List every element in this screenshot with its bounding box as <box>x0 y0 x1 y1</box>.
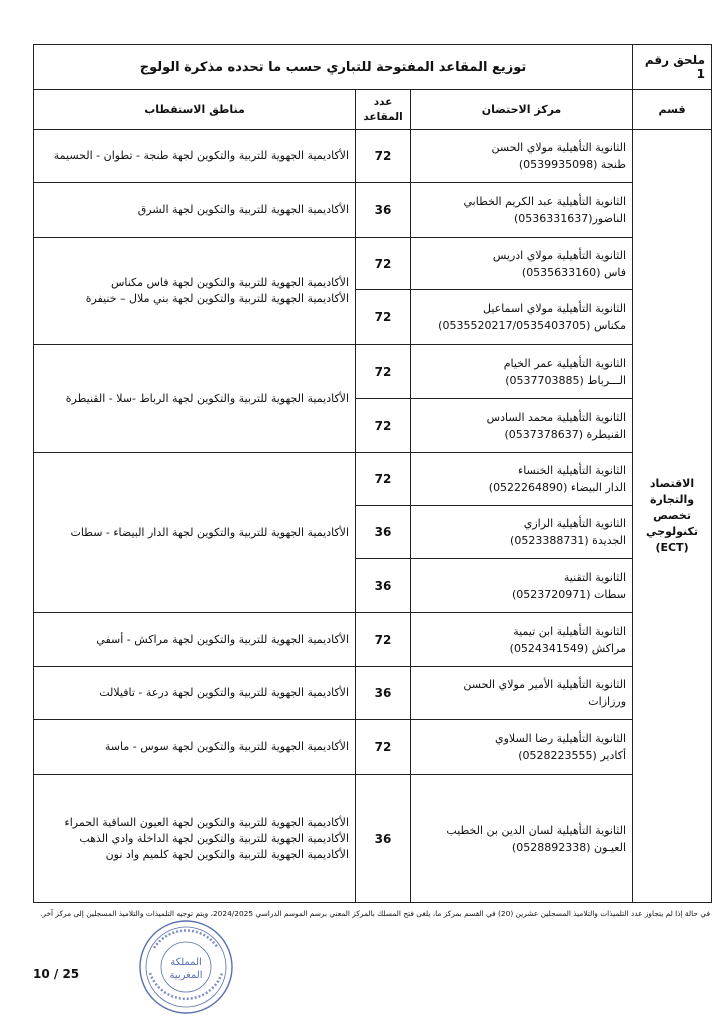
region-cell <box>34 613 356 667</box>
region-line: الأكاديمية الجهوية للتربية والتكوين لجهة سوس - ماسة <box>104 740 350 753</box>
section-line: تكنولوجي <box>646 525 699 538</box>
seats-cell: 72 <box>356 130 411 183</box>
region-line: الأكاديمية الجهوية للتربية والتكوين لجهة الرباط -سلا - القنيطرة <box>65 391 350 405</box>
center-name: الثانوية التأهيلية مولاي اسماعيل <box>483 302 627 315</box>
seats-cell: 72 <box>356 345 411 399</box>
region-cell <box>34 453 356 613</box>
center-detail: مكناس (0535520217/0535403705) <box>438 319 627 332</box>
seats-cell: 72 <box>356 453 411 506</box>
region-line: الأكاديمية الجهوية للتربية والتكوين لجهة بني ملال – خنيفرة <box>85 292 350 305</box>
region-cell <box>34 238 356 345</box>
table-row <box>34 453 712 506</box>
section-line: (ECT) <box>655 541 689 554</box>
table-row <box>34 183 712 238</box>
seats-cell: 36 <box>356 559 411 613</box>
center-name: الثانوية التأهيلية مولاي الحسن <box>491 141 627 154</box>
center-detail: الدار البيضاء (0522264890) <box>488 481 627 494</box>
footnote: في حالة إذا لم يتجاوز عدد التلميذات والتلاميذ المسجلين عشرين (20) في القسم بمركز ما، يلغى فتح المسلك بالمركز المعني برسم الموسم الدراسي 2024/2025، ويتم توجيه التلميذات والتلاميذ المسجلين إلى مركز آخر. <box>40 909 710 918</box>
region-line: الأكاديمية الجهوية للتربية والتكوين لجهة فاس مكناس <box>110 276 350 289</box>
table-row <box>34 130 712 183</box>
table-header-row <box>34 90 712 130</box>
center-cell <box>411 613 633 667</box>
annex-label: ملحق رقم 1 <box>633 45 712 90</box>
seats-cell: 36 <box>356 775 411 903</box>
section-line: الاقتصاد <box>649 477 695 490</box>
header-center: مركز الاحتضان <box>411 90 633 130</box>
header-regions: مناطق الاستقطاب <box>34 90 356 130</box>
region-line: الأكاديمية الجهوية للتربية والتكوين لجهة درعة - تافيلالت <box>99 686 350 699</box>
page-number: 10 / 25 <box>33 967 80 981</box>
seats-cell: 36 <box>356 506 411 559</box>
center-detail: فاس (0535633160) <box>521 265 627 279</box>
center-name: الثانوية التأهيلية مولاي ادريس <box>492 248 627 262</box>
center-detail: الناضور(0536331637) <box>514 212 627 225</box>
center-name: الثانوية التأهيلية الخنساء <box>518 464 627 477</box>
table-row <box>34 613 712 667</box>
header-seats-line2: المقاعد <box>363 110 403 123</box>
section-line: والتجارة <box>649 493 695 506</box>
region-line: الأكاديمية الجهوية للتربية والتكوين لجهة الشرق <box>137 203 350 216</box>
center-name: الثانوية التأهيلية عمر الخيام <box>503 356 627 370</box>
table-row <box>34 775 712 903</box>
seats-cell: 72 <box>356 613 411 667</box>
center-cell <box>411 183 633 238</box>
table-row <box>34 238 712 290</box>
header-seats <box>356 90 411 130</box>
header-section: قسم <box>633 90 712 130</box>
seats-cell: 36 <box>356 667 411 720</box>
center-detail: الـــرباط (0537703885) <box>505 373 627 387</box>
seat-distribution-table <box>33 44 712 903</box>
center-detail: مراكش (0524341549) <box>509 641 627 655</box>
center-cell <box>411 345 633 399</box>
table-row <box>34 720 712 775</box>
region-cell <box>34 775 356 903</box>
region-cell <box>34 720 356 775</box>
center-cell <box>411 720 633 775</box>
seats-cell: 36 <box>356 183 411 238</box>
official-stamp-icon <box>136 918 236 1016</box>
center-cell <box>411 453 633 506</box>
center-cell <box>411 667 633 720</box>
center-detail: الجديدة (0523388731) <box>510 534 627 547</box>
seats-cell: 72 <box>356 290 411 345</box>
center-name: الثانوية التأهيلية رضا السلاوي <box>494 732 627 745</box>
region-cell <box>34 183 356 238</box>
table-row <box>34 667 712 720</box>
seats-cell: 72 <box>356 720 411 775</box>
header-seats-line1: عدد <box>373 95 393 108</box>
center-name: الثانوية التقنية <box>563 570 627 584</box>
seats-cell: 72 <box>356 399 411 453</box>
region-line: الأكاديمية الجهوية للتربية والتكوين لجهة مراكش - أسفي <box>96 632 350 646</box>
center-name: الثانوية التأهيلية الرازي <box>523 517 627 530</box>
center-detail: طنجة (0539935098) <box>518 158 627 171</box>
center-detail: أكادير (0528223555) <box>518 749 627 762</box>
stamp-center-line1: المملكة <box>170 957 202 968</box>
stamp-center-line2: المغربية <box>169 970 203 981</box>
center-cell <box>411 559 633 613</box>
center-name: الثانوية التأهيلية عبد الكريم الخطابي <box>463 195 627 208</box>
center-cell <box>411 506 633 559</box>
center-detail: ورزازات <box>588 695 627 708</box>
table-row <box>34 345 712 399</box>
region-line: الأكاديمية الجهوية للتربية والتكوين لجهة العيون الساقية الحمراء <box>64 815 350 829</box>
center-name: الثانوية التأهيلية الأمير مولاي الحسن <box>463 678 627 691</box>
center-detail: القنيطرة (0537378637) <box>504 427 627 441</box>
center-cell <box>411 399 633 453</box>
center-detail: سطات (0523720971) <box>511 587 627 601</box>
seats-cell: 72 <box>356 238 411 290</box>
center-name: الثانوية التأهيلية لسان الدين بن الخطيب <box>446 823 627 837</box>
region-line: الأكاديمية الجهوية للتربية والتكوين لجهة طنجة - تطوان - الحسيمة <box>53 149 350 162</box>
region-cell <box>34 667 356 720</box>
center-detail: العيـون (0528892338) <box>511 840 627 854</box>
section-line: تخصص <box>653 509 691 522</box>
region-cell <box>34 345 356 453</box>
document-title: توزيع المقاعد المفتوحة للتباري حسب ما تحدده مذكرة الولوج <box>34 45 633 90</box>
center-cell <box>411 238 633 290</box>
region-cell <box>34 130 356 183</box>
center-name: الثانوية التأهيلية محمد السادس <box>486 410 627 424</box>
center-name: الثانوية التأهيلية ابن تيمية <box>513 624 627 638</box>
center-cell <box>411 130 633 183</box>
center-cell <box>411 775 633 903</box>
region-line: الأكاديمية الجهوية للتربية والتكوين لجهة الداخلة وادي الذهب <box>79 831 350 845</box>
section-cell <box>633 130 712 903</box>
region-line: الأكاديمية الجهوية للتربية والتكوين لجهة كلميم واد نون <box>105 847 350 861</box>
region-line: الأكاديمية الجهوية للتربية والتكوين لجهة الدار البيضاء - سطات <box>70 525 350 539</box>
center-cell <box>411 290 633 345</box>
